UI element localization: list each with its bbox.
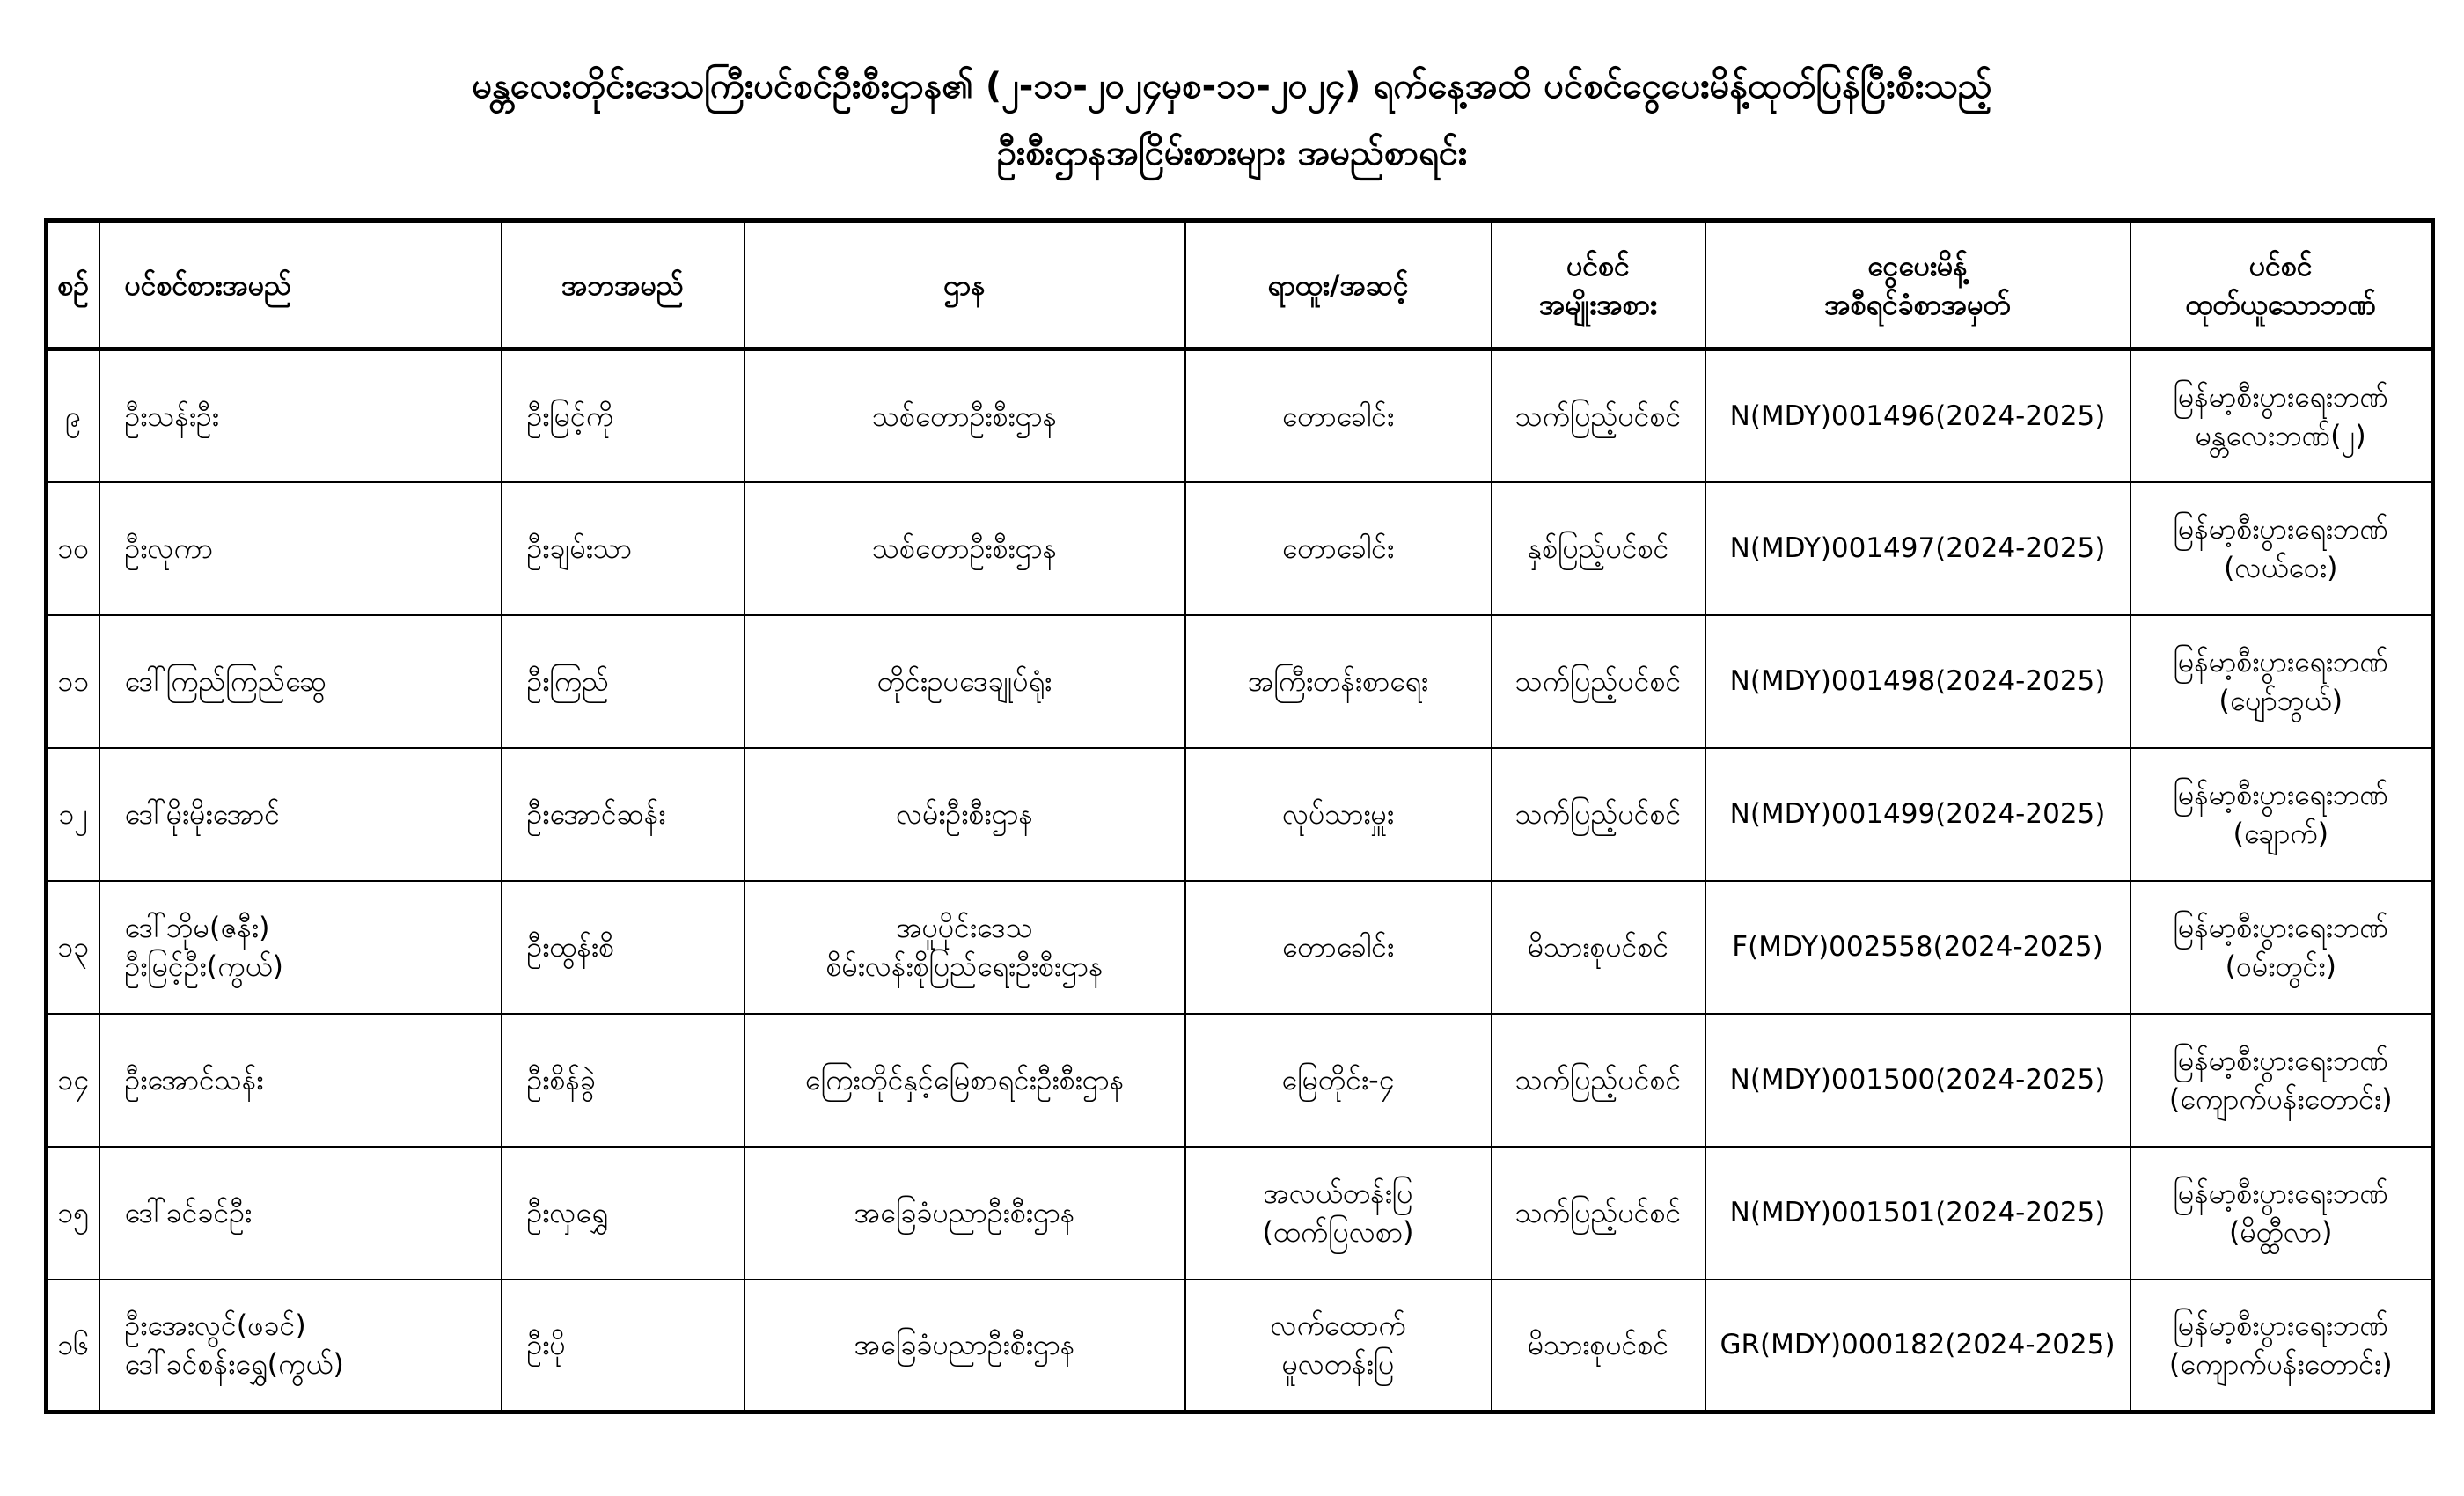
pensioner-name-cell <box>99 748 502 881</box>
position-line: တောခေါင်း <box>1281 399 1395 433</box>
issuing-office-cell <box>2130 748 2433 881</box>
department-cell <box>744 881 1185 1014</box>
pensioner-name-line: ဦးမြင့်ဦး(ကွယ်) <box>124 950 283 983</box>
position-line: လုပ်သားမှူး <box>1282 797 1394 831</box>
position-line: တောခေါင်း <box>1281 532 1395 565</box>
pensioner-name-cell <box>99 881 502 1014</box>
header-pensioner-name: ပင်စင်စားအမည် <box>99 221 502 349</box>
issuing-office-line: မြန်မာ့စီးပွားရေးဘဏ် <box>2173 645 2388 678</box>
serial-cell: ၁၅ <box>47 1147 99 1280</box>
issuing-office-line: မြန်မာ့စီးပွားရေးဘဏ် <box>2173 379 2388 414</box>
department-cell <box>744 1280 1185 1412</box>
father-name-cell: ဦးအောင်ဆန်း <box>502 748 744 881</box>
issuing-office-cell <box>2130 1280 2433 1412</box>
pensioner-name-cell <box>99 482 502 615</box>
position-line: တောခေါင်း <box>1281 930 1395 964</box>
payment-order-cell: N(MDY)001498(2024-2025) <box>1705 615 2130 748</box>
serial-cell: ၁၄ <box>47 1014 99 1147</box>
title-line-2: ဦးစီးဌာနအငြိမ်းစားများ အမည်စာရင်း <box>996 133 1468 173</box>
position-cell <box>1185 349 1492 482</box>
issuing-office-cell <box>2130 482 2433 615</box>
position-line: (ထက်ပြလစာ) <box>1262 1215 1414 1249</box>
position-cell <box>1185 1147 1492 1280</box>
serial-cell: ၁၁ <box>47 615 99 748</box>
pensioner-name-line: ဒေါ်မိုးမိုးအောင် <box>124 797 280 831</box>
position-line: အကြီးတန်းစာရေး <box>1247 664 1429 698</box>
issuing-office-line: (ပျော်ဘွယ်) <box>2218 684 2343 717</box>
position-cell <box>1185 482 1492 615</box>
issuing-office-line: (ကျောက်ပန်းတောင်း) <box>2168 1082 2393 1116</box>
pensioner-name-cell <box>99 615 502 748</box>
pensioner-name-line: ဦးလုကာ <box>124 532 213 565</box>
issuing-office-line: မြန်မာ့စီးပွားရေးဘဏ် <box>2173 1044 2388 1077</box>
header-issuing-office <box>2130 221 2433 349</box>
table-row <box>47 1147 2433 1280</box>
serial-cell: ၁၀ <box>47 482 99 615</box>
header-payment-order <box>1705 221 2130 349</box>
payment-order-cell: N(MDY)001499(2024-2025) <box>1705 748 2130 881</box>
pension-type-cell: သက်ပြည့်ပင်စင် <box>1492 748 1705 881</box>
payment-order-cell: N(MDY)001500(2024-2025) <box>1705 1014 2130 1147</box>
pensioner-name-line: ဒေါ်ခင်စန်းရွှေ(ကွယ်) <box>124 1347 344 1382</box>
header-father-name: အဘအမည် <box>502 221 744 349</box>
issuing-office-line: မြန်မာ့စီးပွားရေးဘဏ် <box>2173 1177 2388 1210</box>
department-line: အခြေခံပညာဦးစီးဌာန <box>854 1328 1075 1362</box>
position-line: လက်ထောက် <box>1270 1309 1406 1343</box>
issuing-office-cell <box>2130 615 2433 748</box>
department-cell <box>744 1014 1185 1147</box>
issuing-office-line: (ချောက်) <box>2233 817 2329 850</box>
position-cell <box>1185 1280 1492 1412</box>
header-issuing-office-line: ထုတ်ယူသောဘဏ် <box>2185 287 2376 321</box>
position-cell <box>1185 1014 1492 1147</box>
header-pension-type-line: ပင်စင် <box>1566 248 1630 282</box>
table-row <box>47 748 2433 881</box>
header-department: ဌာန <box>744 221 1185 349</box>
table-row <box>47 881 2433 1014</box>
pensioner-name-cell <box>99 1014 502 1147</box>
issuing-office-cell <box>2130 1014 2433 1147</box>
department-line: ကြေးတိုင်နှင့်မြေစာရင်းဦးစီးဌာန <box>804 1063 1125 1096</box>
header-pension-type-line: အမျိုးအစား <box>1538 287 1658 321</box>
serial-cell: ၁၃ <box>47 881 99 1014</box>
issuing-office-line: မန္တလေးဘဏ်(၂) <box>2195 418 2366 452</box>
pension-type-cell: မိသားစုပင်စင် <box>1492 1280 1705 1412</box>
department-line: တိုင်းဥပဒေချုပ်ရုံး <box>876 664 1052 698</box>
pensioner-name-cell <box>99 1280 502 1412</box>
pension-type-cell: သက်ပြည့်ပင်စင် <box>1492 1014 1705 1147</box>
issuing-office-line: မြန်မာ့စီးပွားရေးဘဏ် <box>2173 1309 2388 1343</box>
table-row <box>47 349 2433 482</box>
pensioner-name-cell <box>99 1147 502 1280</box>
table-row <box>47 482 2433 615</box>
table-body <box>47 349 2433 1412</box>
position-cell <box>1185 615 1492 748</box>
father-name-cell: ဦးမြင့်ကို <box>502 349 744 482</box>
department-line: စိမ်းလန်းစိုပြည်ရေးဦးစီးဌာန <box>825 950 1104 983</box>
department-line: သစ်တောဦးစီးဌာန <box>871 399 1058 433</box>
position-line: အလယ်တန်းပြ <box>1263 1177 1413 1210</box>
father-name-cell: ဦးကြည် <box>502 615 744 748</box>
header-position: ရာထူး/အဆင့် <box>1185 221 1492 349</box>
pensioner-name-line: ဒေါ်ဘိုမ(ဇနီး) <box>124 911 270 944</box>
position-line: မူလတန်းပြ <box>1281 1347 1395 1382</box>
header-payment-order-line: ငွေပေးမိန့် <box>1867 248 1968 282</box>
department-cell <box>744 482 1185 615</box>
serial-cell: ၁၂ <box>47 748 99 881</box>
pensioner-name-cell <box>99 349 502 482</box>
pension-type-cell: သက်ပြည့်ပင်စင် <box>1492 349 1705 482</box>
department-line: လမ်းဦးစီးဌာန <box>896 797 1033 831</box>
father-name-cell: ဦးချမ်းသာ <box>502 482 744 615</box>
payment-order-cell: N(MDY)001496(2024-2025) <box>1705 349 2130 482</box>
serial-cell: ၁၆ <box>47 1280 99 1412</box>
position-cell <box>1185 881 1492 1014</box>
father-name-cell: ဦးစိန်ခွဲ <box>502 1014 744 1147</box>
department-line: သစ်တောဦးစီးဌာန <box>871 532 1058 565</box>
pensioner-name-line: ဦးအေးလွင်(ဖခင်) <box>124 1309 306 1343</box>
header-issuing-office-line: ပင်စင် <box>2248 248 2313 282</box>
issuing-office-line: မြန်မာ့စီးပွားရေးဘဏ် <box>2173 911 2388 944</box>
header-serial: စဉ် <box>47 221 99 349</box>
position-line: မြေတိုင်း-၄ <box>1281 1063 1395 1096</box>
pension-type-cell: နှစ်ပြည့်ပင်စင် <box>1492 482 1705 615</box>
pensioner-name-line: ဒေါ်ခင်ခင်ဦး <box>124 1196 253 1229</box>
payment-order-cell: N(MDY)001501(2024-2025) <box>1705 1147 2130 1280</box>
issuing-office-cell <box>2130 349 2433 482</box>
pensioner-table <box>44 218 2435 1414</box>
table-row <box>47 1280 2433 1412</box>
father-name-cell: ဦးလှရွှေ <box>502 1147 744 1280</box>
document-title <box>0 53 2464 187</box>
header-pension-type <box>1492 221 1705 349</box>
pensioner-name-line: ဦးသန်းဦး <box>124 399 219 433</box>
department-cell <box>744 615 1185 748</box>
issuing-office-line: မြန်မာ့စီးပွားရေးဘဏ် <box>2173 778 2388 811</box>
father-name-cell: ဦးပို <box>502 1280 744 1412</box>
position-cell <box>1185 748 1492 881</box>
table-row <box>47 615 2433 748</box>
payment-order-cell: GR(MDY)000182(2024-2025) <box>1705 1280 2130 1412</box>
serial-cell: ၉ <box>47 349 99 482</box>
payment-order-cell: F(MDY)002558(2024-2025) <box>1705 881 2130 1014</box>
payment-order-cell: N(MDY)001497(2024-2025) <box>1705 482 2130 615</box>
issuing-office-cell <box>2130 1147 2433 1280</box>
father-name-cell: ဦးထွန်းစိ <box>502 881 744 1014</box>
department-line: အပူပိုင်းဒေသ <box>896 911 1033 944</box>
issuing-office-line: (ဝမ်းတွင်း) <box>2225 950 2336 983</box>
issuing-office-line: (လယ်ဝေး) <box>2224 551 2338 584</box>
issuing-office-line: (ကျောက်ပန်းတောင်း) <box>2168 1347 2393 1382</box>
pensioner-name-line: ဒေါ်ကြည်ကြည်ဆွေ <box>124 664 327 698</box>
pension-type-cell: သက်ပြည့်ပင်စင် <box>1492 1147 1705 1280</box>
issuing-office-line: မြန်မာ့စီးပွားရေးဘဏ် <box>2173 512 2388 546</box>
pension-type-cell: မိသားစုပင်စင် <box>1492 881 1705 1014</box>
header-row <box>47 221 2433 349</box>
title-line-1: မန္တလေးတိုင်းဒေသကြီးပင်စင်ဦးစီးဌာန၏ (၂-၁၁-၂၀၂၄မှစ-၁၁-၂၀၂၄) ရက်နေ့အထိ ပင်စင်ငွေပေးမိန့်ထုတ်ပြန်ပြီးစီးသည့် <box>472 66 1992 106</box>
department-cell <box>744 748 1185 881</box>
department-cell <box>744 1147 1185 1280</box>
pension-type-cell: သက်ပြည့်ပင်စင် <box>1492 615 1705 748</box>
department-cell <box>744 349 1185 482</box>
table-row <box>47 1014 2433 1147</box>
department-line: အခြေခံပညာဦးစီးဌာန <box>854 1196 1075 1229</box>
issuing-office-line: (မိတ္ထီလာ) <box>2228 1215 2333 1249</box>
pensioner-name-line: ဦးအောင်သန်း <box>124 1063 264 1096</box>
issuing-office-cell <box>2130 881 2433 1014</box>
header-payment-order-line: အစီရင်ခံစာအမှတ် <box>1824 287 2011 321</box>
